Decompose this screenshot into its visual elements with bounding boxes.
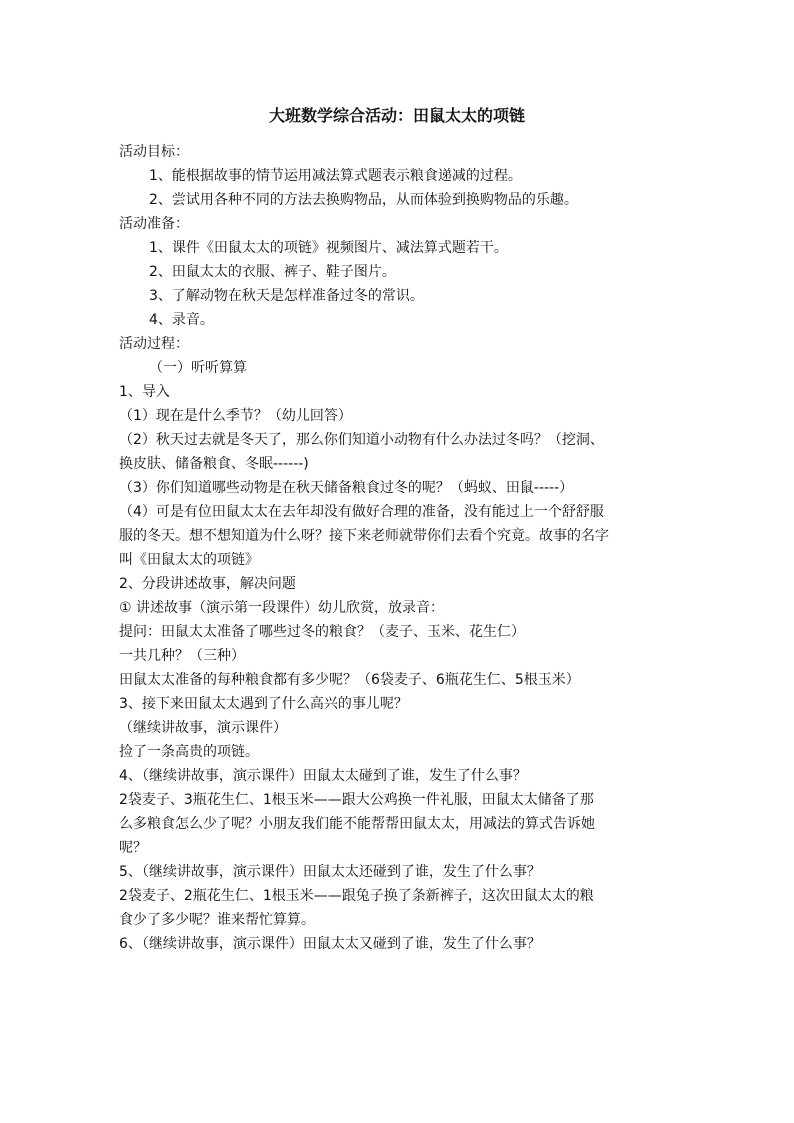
body-line: 5、（继续讲故事，演示课件）田鼠太太还碰到了谁，发生了什么事？ <box>119 864 541 880</box>
document-body <box>119 140 679 956</box>
body-line: 活动目标： <box>119 144 189 160</box>
body-line: 1、课件《田鼠太太的项链》视频图片、减法算式题若干。 <box>149 240 508 256</box>
body-line: 换皮肤、储备粮食、冬眠------) <box>119 456 309 472</box>
body-line: 活动准备： <box>119 216 189 232</box>
body-line: 2、田鼠太太的衣服、裤子、鞋子图片。 <box>149 264 396 280</box>
body-line: （3）你们知道哪些动物是在秋天储备粮食过冬的呢？（蚂蚁、田鼠-----） <box>119 480 574 496</box>
body-line: 1、能根据故事的情节运用减法算式题表示粮食递减的过程。 <box>149 168 522 184</box>
body-line: 捡了一条高贵的项链。 <box>119 744 259 760</box>
body-line: 食少了多少呢？谁来帮忙算算。 <box>119 912 315 928</box>
body-line: （1）现在是什么季节？（幼儿回答） <box>119 408 352 424</box>
body-line: 4、（继续讲故事，演示课件）田鼠太太碰到了谁，发生了什么事？ <box>119 768 527 784</box>
body-line: 3、接下来田鼠太太遇到了什么高兴的事儿呢？ <box>119 696 408 712</box>
body-line: 6、（继续讲故事，演示课件）田鼠太太又碰到了谁，发生了什么事？ <box>119 936 541 952</box>
body-line: （4）可是有位田鼠太太在去年却没有做好合理的准备，没有能过上一个舒舒服 <box>119 504 604 520</box>
body-line: 么多粮食怎么少了呢？小朋友我们能不能帮帮田鼠太太，用减法的算式告诉她 <box>119 816 595 832</box>
body-line: 活动过程： <box>119 336 189 352</box>
body-line: （继续讲故事，演示课件） <box>119 720 287 736</box>
body-line: （一）听听算算 <box>149 360 247 376</box>
body-line: 3、了解动物在秋天是怎样准备过冬的常识。 <box>149 288 424 304</box>
body-line: 呢？ <box>119 840 147 856</box>
body-line: 叫《田鼠太太的项链》 <box>119 552 259 568</box>
body-line: 一共几种？（三种） <box>119 648 245 664</box>
body-line: 2袋麦子、2瓶花生仁、1根玉米——跟兔子换了条新裤子，这次田鼠太太的粮 <box>119 888 594 904</box>
body-line: 2、尝试用各种不同的方法去换购物品，从而体验到换购物品的乐趣。 <box>149 192 578 208</box>
body-line: 1、导入 <box>119 384 170 400</box>
body-line: （2）秋天过去就是冬天了，那么你们知道小动物有什么办法过冬吗？（挖洞、 <box>119 432 604 448</box>
body-line: 提问：田鼠太太准备了哪些过冬的粮食？（麦子、玉米、花生仁） <box>119 624 525 640</box>
body-line: 服的冬天。想不想知道为什么呀？接下来老师就带你们去看个究竟。故事的名字 <box>119 528 609 544</box>
body-line: 田鼠太太准备的每种粮食都有多少呢？（6袋麦子、6瓶花生仁、5根玉米） <box>119 672 580 688</box>
body-line: ① 讲述故事（演示第一段课件）幼儿欣赏，放录音： <box>119 600 444 616</box>
body-line: 2袋麦子、3瓶花生仁、1根玉米——跟大公鸡换一件礼服，田鼠太太储备了那 <box>119 792 594 808</box>
body-line: 4、录音。 <box>149 312 214 328</box>
body-line: 2、分段讲述故事，解决问题 <box>119 576 296 592</box>
document-title: 大班数学综合活动：田鼠太太的项链 <box>268 106 525 125</box>
